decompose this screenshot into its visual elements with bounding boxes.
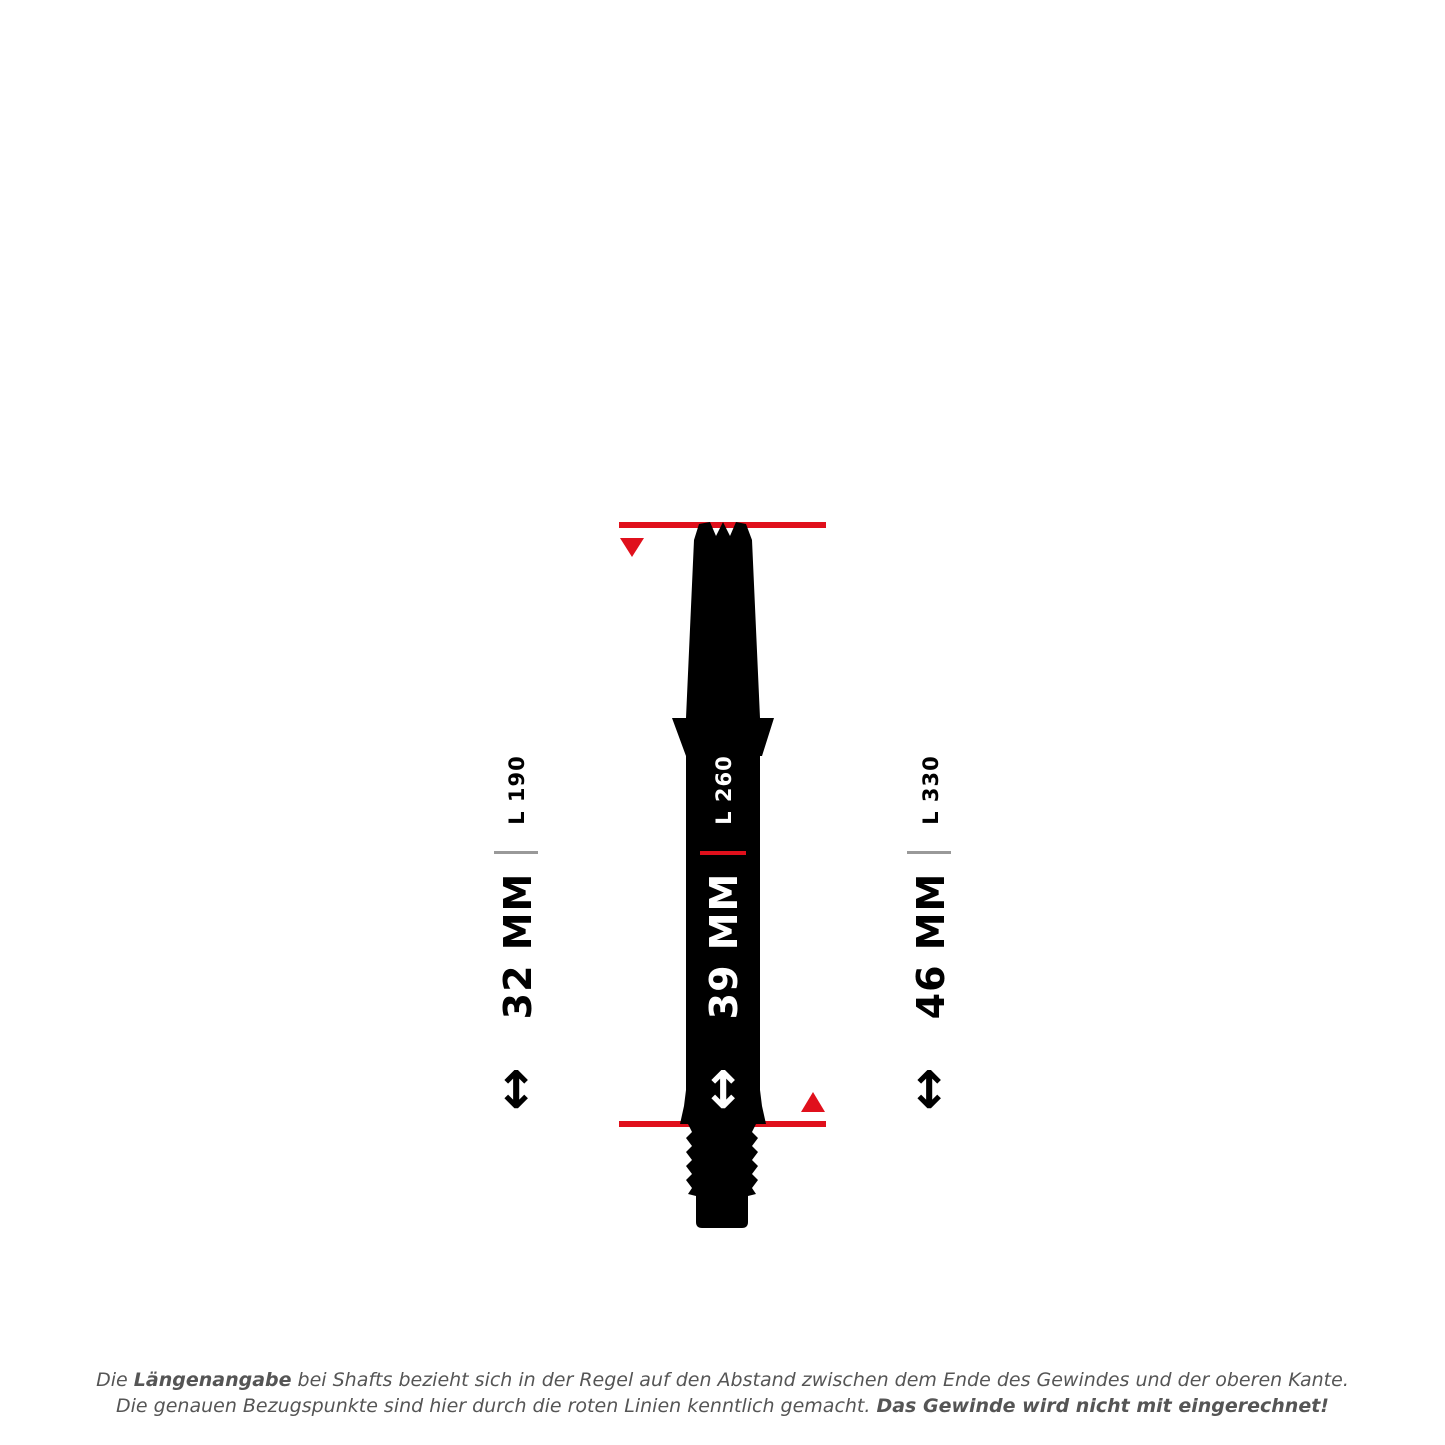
footnote-line1-bold: Längenangabe <box>133 1369 292 1391</box>
footnote-line-1 <box>0 1367 1445 1393</box>
variant-code-center: L 260 <box>712 755 736 825</box>
up-down-arrow-icon: ↕ <box>494 1061 538 1121</box>
red-triangle-down-icon <box>620 538 644 557</box>
variant-code-right: L 330 <box>919 755 943 825</box>
footnote-line2-bold: Das Gewinde wird nicht mit eingerechnet! <box>876 1395 1329 1417</box>
variant-code-left: L 190 <box>505 755 529 825</box>
footnote-line2-pre: Die genauen Bezugspunkte sind hier durch die roten Linien kenntlich gemacht. <box>116 1395 877 1417</box>
variant-length-right: 46 MM <box>909 872 953 1020</box>
separator-right <box>907 851 951 854</box>
footnote-line1-pre: Die <box>96 1369 134 1391</box>
shaft-top <box>672 522 774 756</box>
up-down-arrow-icon: ↕ <box>907 1061 951 1121</box>
red-triangle-up-icon <box>801 1092 825 1112</box>
separator-center <box>700 851 746 855</box>
variant-length-left: 32 MM <box>496 872 540 1020</box>
footnote <box>0 1367 1445 1419</box>
separator-left <box>494 851 538 854</box>
footnote-line1-post: bei Shafts bezieht sich in der Regel auf den Abstand zwischen dem Ende des Gewindes und der oberen Kante. <box>291 1369 1349 1391</box>
shaft-thread <box>686 1124 758 1228</box>
variant-length-center: 39 MM <box>702 872 746 1020</box>
footnote-line-2 <box>0 1393 1445 1419</box>
up-down-arrow-icon: ↕ <box>701 1061 745 1121</box>
